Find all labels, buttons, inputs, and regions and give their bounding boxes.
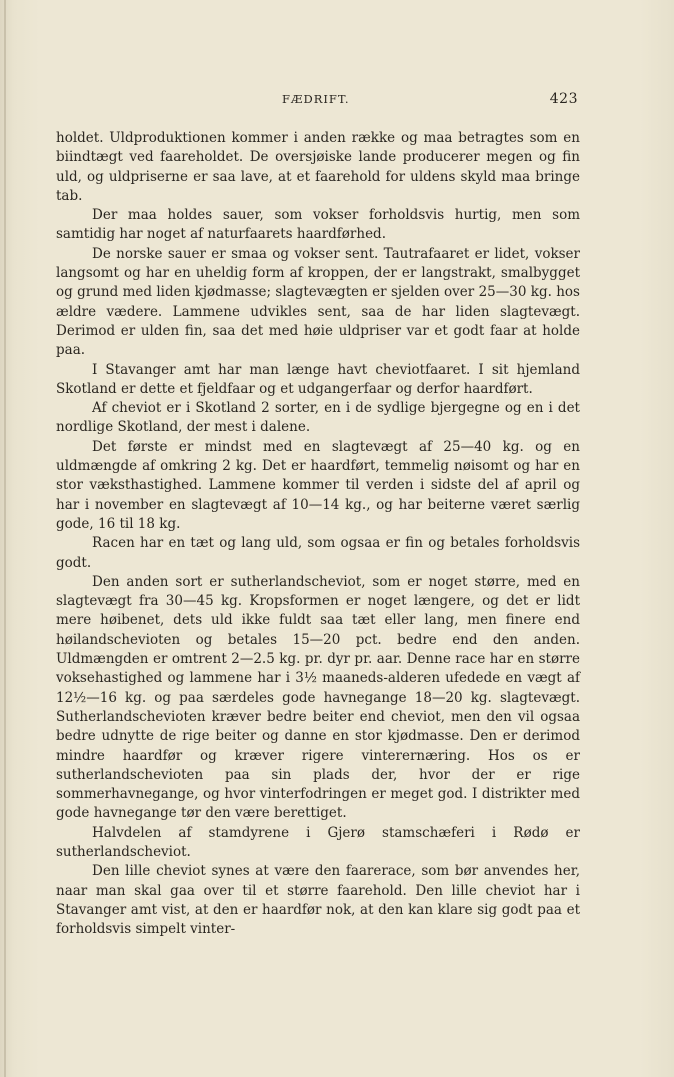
page-header (56, 92, 580, 112)
paragraph: Den lille cheviot synes at være den faarerace, som bør anvendes her, naar man skal gaa over til et større faarehold. Den lille cheviot har i Stavanger amt vist, at den er haardfør nok, at den kan klare sig godt paa et forholdsvis simpelt vinter- (56, 863, 580, 938)
paragraph: Den anden sort er sutherlandscheviot, som er noget større, med en slagtevægt fra 30—45 kg. Kropsformen er noget længere, og det er lidt mere høibenet, dets uld ikke fuldt saa tæt eller lang, men finere end høilandschevioten og betales 15—20 pct. bedre end den anden. Uldmængden er omtrent 2—2.5 kg. pr. dyr pr. aar. Denne race har en større voksehastighed og lammene har i 3½ maaneds-alderen ufedede en vægt af 12½—16 kg. og paa særdeles gode havnegange 18—20 kg. slagtevægt. Sutherlandschevioten kræver bedre beiter end cheviot, men den vil ogsaa bedre udnytte de rige beiter og danne en stor kjødmasse. Den er derimod mindre haardfør og kræver rigere vinterernæring. Hos os er sutherlandschevioten paa sin plads der, hvor der er rige sommerhavnegange, og hvor vinterfodringen er meget god. I distrikter med gode havnegange tør den være berettiget. (56, 573, 580, 822)
body-text (56, 129, 580, 939)
paragraph: Der maa holdes sauer, som vokser forholdsvis hurtig, men som samtidig har noget af naturfaarets haardførhed. (56, 207, 580, 243)
page-number: 423 (549, 91, 578, 107)
page-binding-edge (4, 0, 6, 1077)
paragraph: Af cheviot er i Skotland 2 sorter, en i de sydlige bjergegne og en i det nordlige Skotland, der mest i dalene. (56, 400, 580, 436)
paragraph: Det første er mindst med en slagtevægt af 25—40 kg. og en uldmængde af omkring 2 kg. Det er haardført, temmelig nøisomt og har en stor væksthastighed. Lammene kommer til verden i sidste del af april og har i november en slagtevægt af 10—14 kg., og har beiterne været særlig gode, 16 til 18 kg. (56, 438, 580, 532)
paragraph: Halvdelen af stamdyrene i Gjerø stamschæferi i Rødø er sutherlandscheviot. (56, 824, 580, 860)
paragraph: De norske sauer er smaa og vokser sent. Tautrafaaret er lidet, vokser langsomt og har en uheldig form af kroppen, der er langstrakt, smalbygget og grund med liden kjødmasse; slagtevægten er sjelden over 25—30 kg. hos ældre vædere. Lammene udvikles sent, saa de har liden slagtevægt. Derimod er ulden fin, saa det med høie uldpriser var et godt faar at holde paa. (56, 245, 580, 359)
paragraph: I Stavanger amt har man længe havt cheviotfaaret. I sit hjemland Skotland er dette et fjeldfaar og et udgangerfaar og derfor haardført. (56, 361, 580, 397)
running-title: FÆDRIFT. (282, 92, 350, 106)
paragraph: Racen har en tæt og lang uld, som ogsaa er fin og betales forholdsvis godt. (56, 535, 580, 571)
paragraph: holdet. Uldproduktionen kommer i anden række og maa betragtes som en biindtægt ved faareholdet. De oversjøiske lande producerer megen og fin uld, og uldpriserne er saa lave, at et faarehold for uldens skyld maa bringe tab. (56, 130, 580, 204)
